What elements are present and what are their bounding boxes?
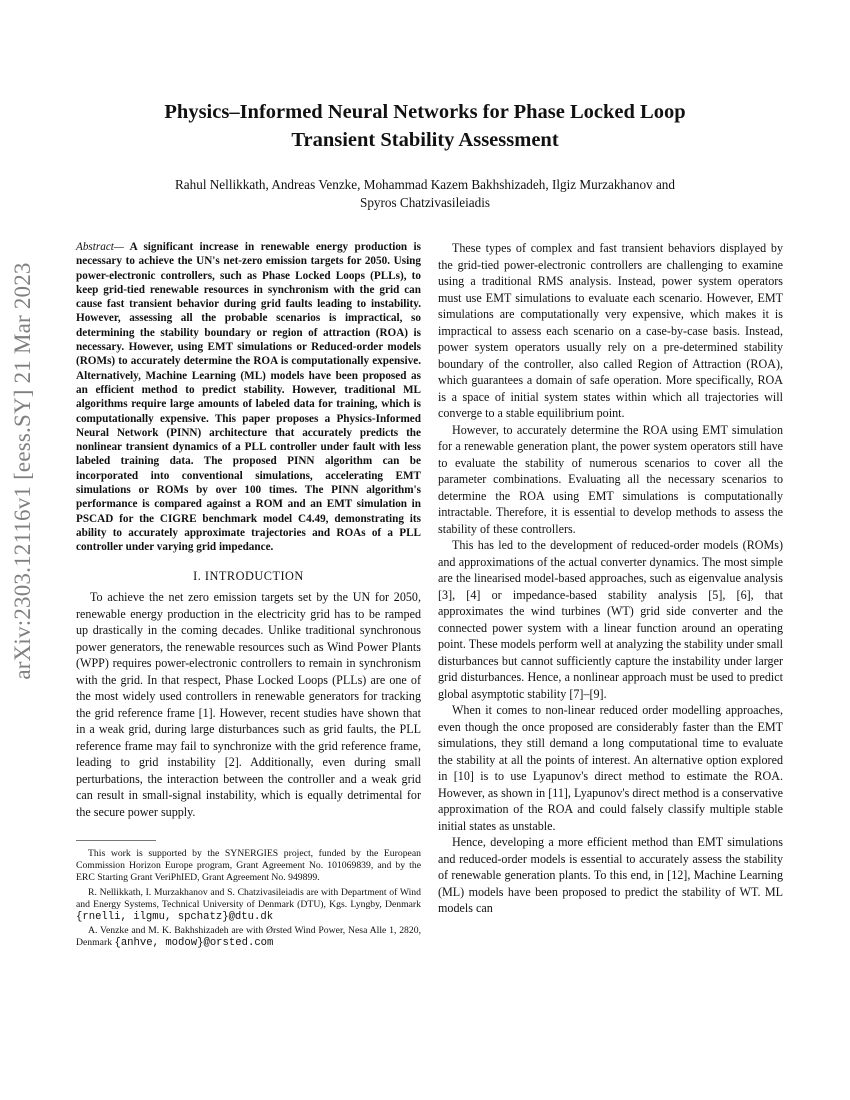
body-paragraph-lyapunov: When it comes to non-linear reduced order modelling approaches, even though the once proposed are considerably faster than the EMT simulations, they still demand a long computational time to evaluate the stability at all the points of interest. An alternative option explored in [10] is to use Lyapunov's direct method to estimate the ROA. However, as shown in [11], Lyapunov's direct method is a conservative approximation of the ROA and could falsely classify multiple stable initial states as unstable. <box>438 703 783 833</box>
intro-paragraph-1: To achieve the net zero emission targets set by the UN for 2050, renewable energy production in the electricity grid has to be ramped up drastically in the coming decades. Unlike traditional synchronous power generators, the renewable resources such as Wind Power Plants (WPP) requires power-electronic controllers to remain in synchronism with the grid. In that respect, Phase Locked Loops (PLLs) are one of the most widely used controllers in renewable generators for tracking the grid reference frame [1]. However, recent studies have shown that in a weak grid, during large disturbances such as grid faults, the PLL reference frame may fail to synchronize with the grid reference frame, leading to grid instability [2]. Additionally, even during small perturbations, the interaction between the controller and a weak grid can result in small-signal instability, which is equally detrimental for the secure power supply. <box>76 590 421 819</box>
right-column <box>438 240 783 917</box>
abstract-label: Abstract— <box>76 241 124 253</box>
footnote-orsted-email: {anhve, modow}@orsted.com <box>114 937 274 950</box>
footnote-orsted-affiliation <box>76 925 421 949</box>
abstract <box>76 240 421 555</box>
authors-line-1: Rahul Nellikkath, Andreas Venzke, Mohammad Kazem Bakhshizadeh, Ilgiz Murzakhanov and <box>174 177 675 192</box>
paper-title <box>0 98 850 154</box>
authors-line-2: Spyros Chatzivasileiadis <box>359 195 491 210</box>
body-paragraph-ml: Hence, developing a more efficient method than EMT simulations and reduced-order models is essential to accurately assess the stability of renewable generation plants. To this end, in [12], Machine Learning (ML) models have been proposed to predict the stability of WT. ML models can <box>438 835 783 915</box>
footnote-dtu-affiliation <box>76 887 421 924</box>
body-paragraph-rom: This has led to the development of reduced-order models (ROMs) and approximations of the actual converter dynamics. The most simple are the linearised model-based approaches, such as eigenvalue analysis [3], [4] or impedance-based stability analysis [5], [6], that approximates the wind turbines (WT) grid side converter and the connected power system with a linear function around an operating point. These models perform well at analyzing the stability under small disturbances but cannot sufficiently capture the instability under larger grid disturbances. Hence, a nonlinear approach must be used to predict global asymptotic stability [7]–[9]. <box>438 538 783 701</box>
title-line-1: Physics–Informed Neural Networks for Phase Locked Loop <box>164 101 686 123</box>
abstract-text: A significant increase in renewable energy production is necessary to achieve the UN's net-zero emission targets for 2050. Using power-electronic controllers, such as Phase Locked Loops (PLLs), to keep grid-tied renewable resources in synchronism with the grid can cause fast transient behavior during grid faults leading to instability. However, assessing all the probable scenarios is impractical, so determining the stability boundary or region of attraction (ROA) is necessary. However, using EMT simulations or Reduced-order models (ROMs) to accurately determine the ROA is computationally expensive. Alternatively, Machine Learning (ML) models have been proposed as an efficient method to predict stability. However, traditional ML algorithms require large amounts of labeled data for training, which is computationally expensive. This paper proposes a Physics-Informed Neural Network (PINN) architecture that accurately predicts the nonlinear transient dynamics of a PLL controller under fault with less labeled training data. The proposed PINN algorithm can be incorporated into conventional simulations, accelerating EMT simulations or ROMs by over 100 times. The PINN algorithm's performance is compared against a ROM and an EMT simulation in PSCAD for the CIGRE benchmark model C4.49, demonstrating its ability to accurately approximate trajectories and ROAs of a PLL controller under varying grid impedance. <box>76 241 421 554</box>
body-paragraph-rms-emt: These types of complex and fast transient behaviors displayed by the grid-tied power-electronic controllers are challenging to examine using a traditional RMS analysis. Instead, power system operators must use EMT simulations to evaluate each scenario. However, EMT simulations are computationally very expensive, which makes it is impractical to assess each scenario on a case-by-case basis. Instead, power system operators usually rely on a pre-determined stability boundary of the controller, also called Region of Attraction (ROA), which guarantees a domain of safe operation. More specifically, ROA is a space of initial system states within which all trajectories will converge to a stable equilibrium point. <box>438 241 783 420</box>
arxiv-identifier-stamp: arXiv:2303.12116v1 [eess.SY] 21 Mar 2023 <box>10 262 35 680</box>
footnote-divider <box>76 840 156 841</box>
footnote-dtu-text: R. Nellikkath, I. Murzakhanov and S. Chatzivasileiadis are with Department of Wind and Energy Systems, Technical University of Denmark (DTU), Kgs. Lyngby, Denmark <box>76 886 421 910</box>
title-line-2: Transient Stability Assessment <box>291 129 559 151</box>
footnote-funding: This work is supported by the SYNERGIES project, funded by the European Commission Horizon Europe program, Grant Agreement No. 101069839, and by the ERC Starting Grant VeriPhIED, Grant Agreement No. 949899. <box>76 848 421 884</box>
footnote-dtu-email: {rnelli, ilgmu, spchatz}@dtu.dk <box>76 911 274 924</box>
body-paragraph-roa-emt: However, to accurately determine the ROA using EMT simulation for a renewable generation plant, the power system operators still have to evaluate the stability of numerous scenarios to cover all the parameter combinations. Evaluating all the necessary scenarios to determine the ROA using EMT simulations is computationally intractable. Therefore, it is essential to develop methods to assess the stability of these controllers. <box>438 422 783 536</box>
author-list <box>60 176 790 212</box>
footnote-orsted-text: A. Venzke and M. K. Bakhshizadeh are with Ørsted Wind Power, Nesa Alle 1, 2820, Denmark <box>76 925 421 949</box>
left-column <box>76 240 421 952</box>
section-heading-introduction: I. INTRODUCTION <box>193 568 304 583</box>
